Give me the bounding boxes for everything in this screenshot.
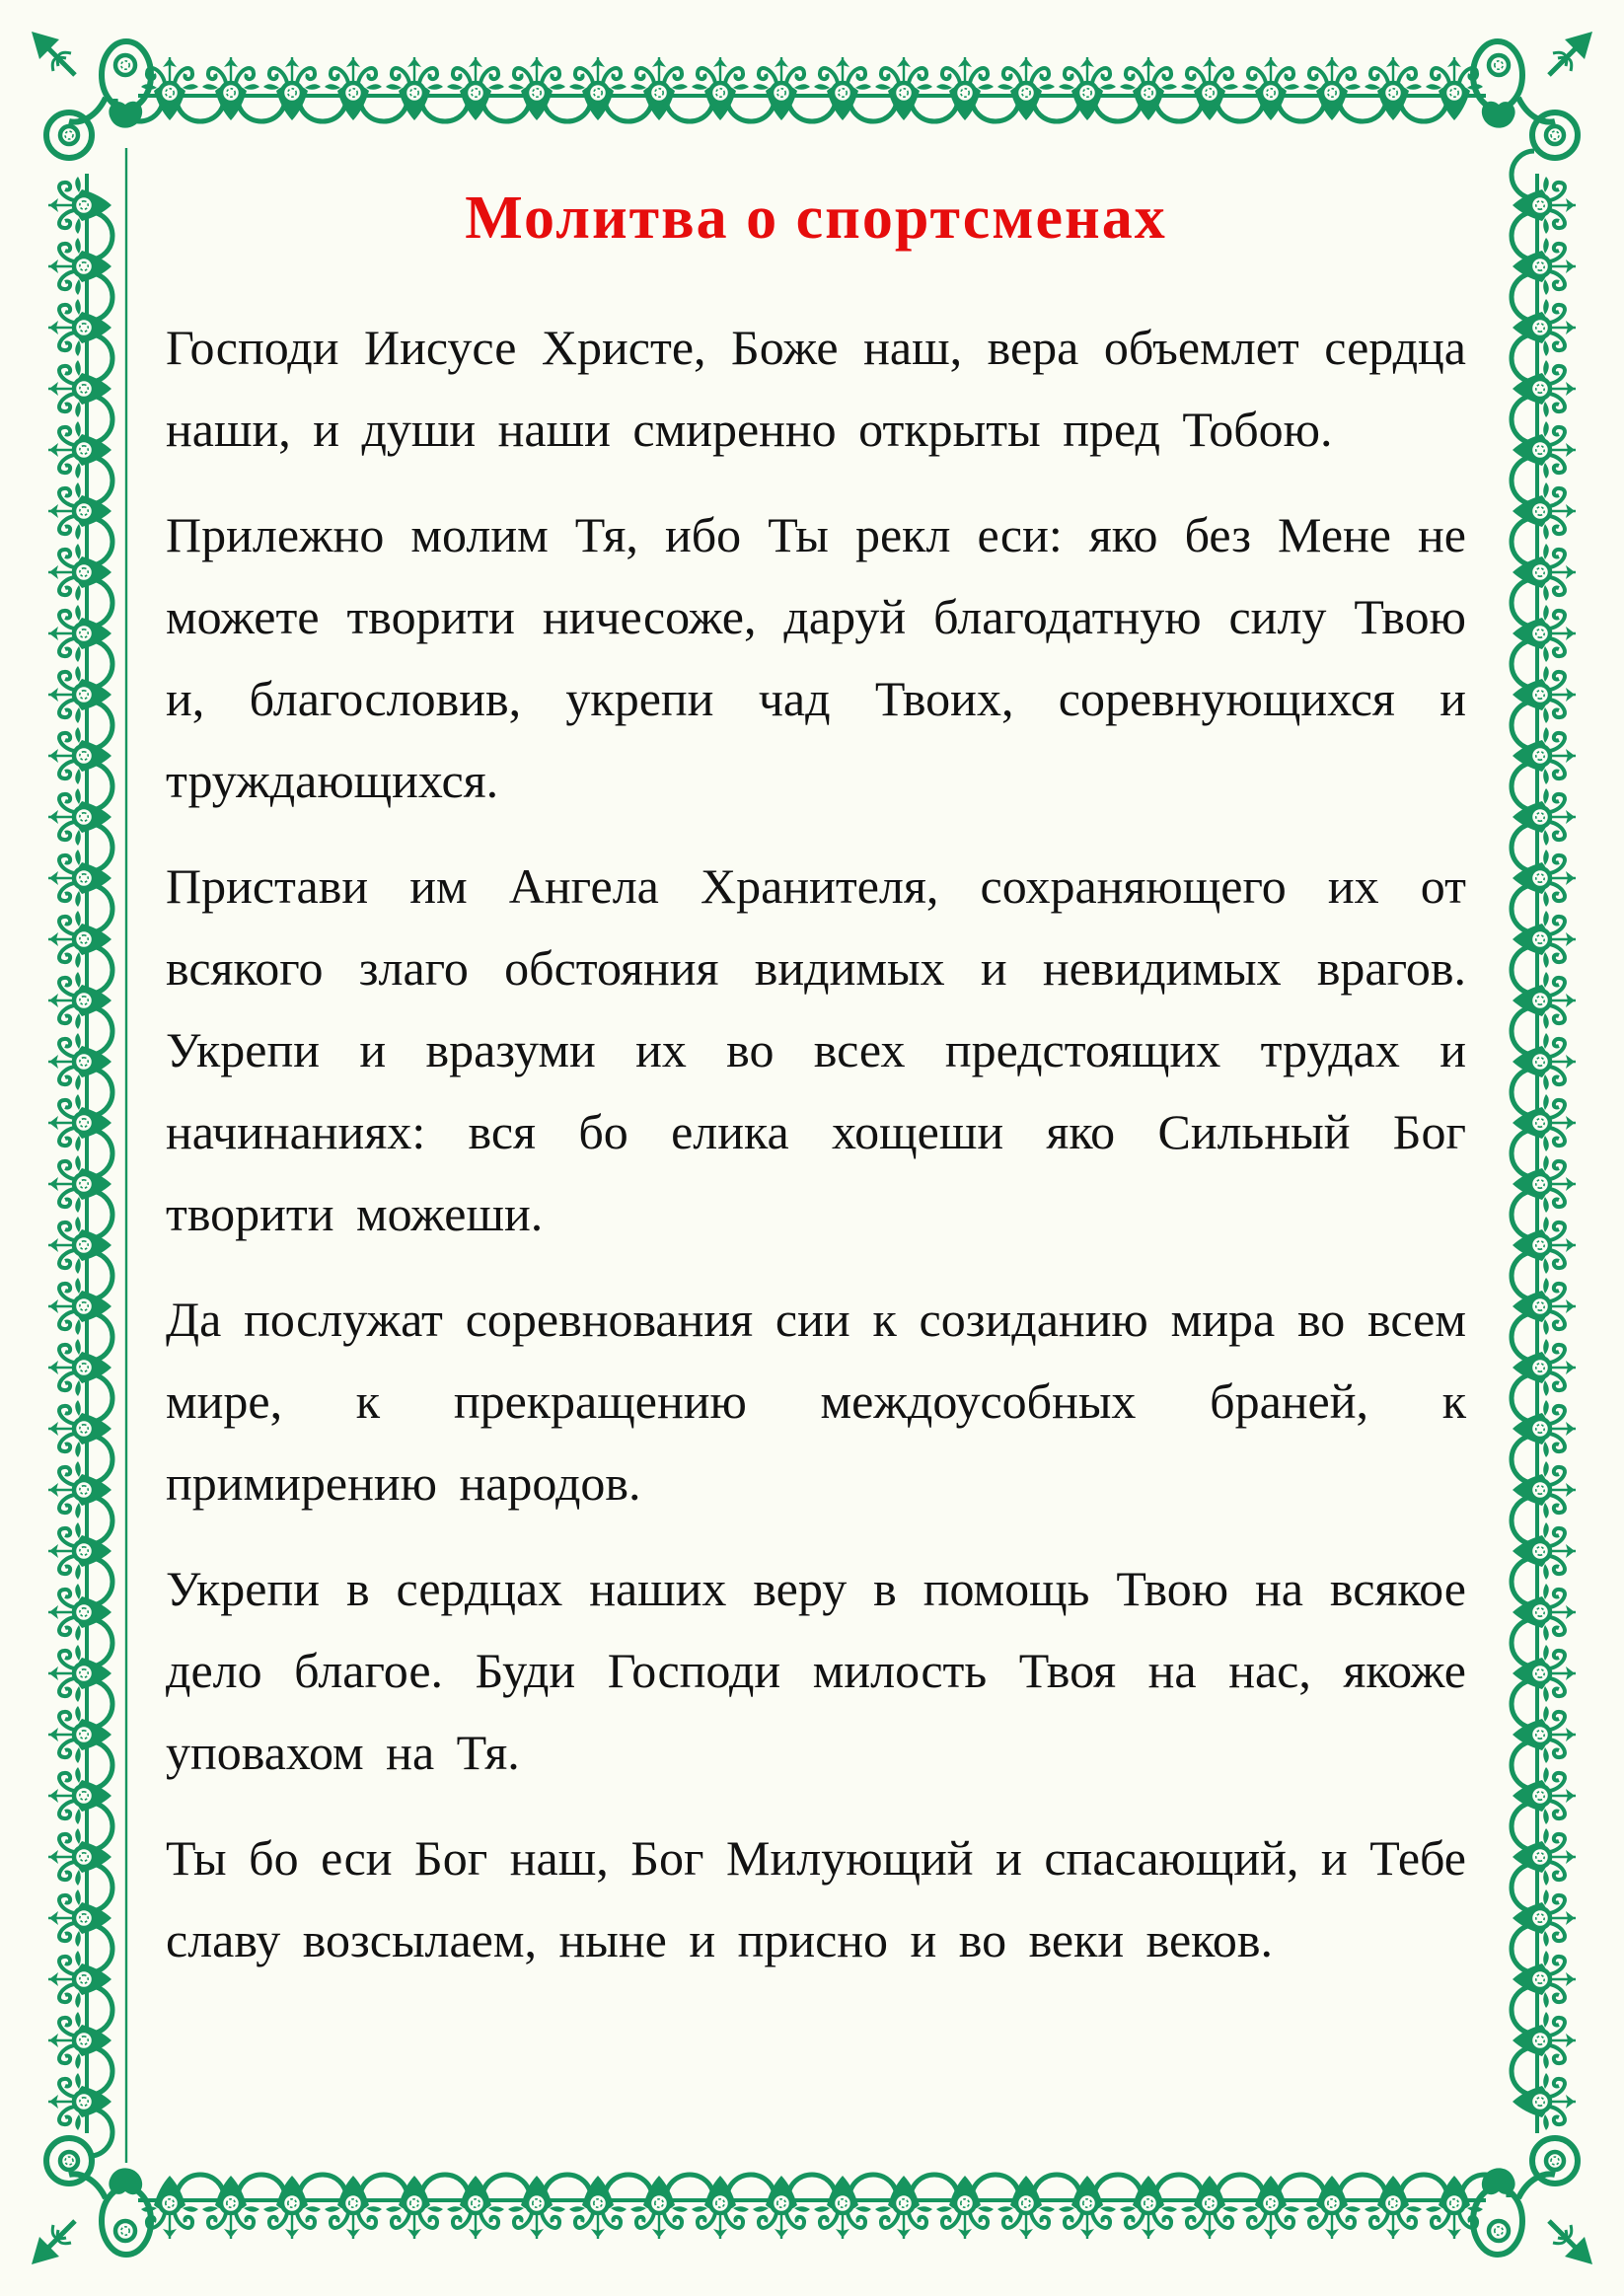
- border-left-column: [48, 174, 112, 2156]
- page-title: Молитва о спортсменах: [465, 185, 1167, 252]
- prayer-paragraph-5: Укрепи в сердцах наших веру в помощь Твою на всякое дело благое. Буди Господи милость Твоя на нас, якоже уповахом на Тя.: [166, 1561, 1466, 1780]
- corner-flourish-top-right: [1473, 32, 1592, 158]
- border-bottom-row: [138, 2175, 1509, 2239]
- prayer-paragraph-2: Прилежно молим Тя, ибо Ты рекл еси: яко без Мене не можете творити ничесоже, даруй благодатную силу Твою и, благословив, укрепи чад Твоих, соревнующихся и труждающихся.: [166, 507, 1466, 808]
- prayer-paragraph-4: Да послужат соревнования сии к созиданию мира во всем мире, к прекращению междоусобных браней, к примирению народов.: [166, 1292, 1466, 1511]
- prayer-paragraph-3: Пристави им Ангела Хранителя, сохраняющего их от всякого злаго обстояния видимых и невидимых врагов. Укрепи и вразуми их во всех предстоящих трудах и начинаниях: вся бо елика хощеши яко Сильный Бог творити можеши.: [166, 858, 1466, 1241]
- prayer-content: [166, 146, 1466, 2148]
- corner-flourish-bottom-right: [1473, 2138, 1592, 2264]
- border-top-row: [115, 57, 1486, 121]
- prayer-paragraph-6: Ты бо еси Бог наш, Бог Милующий и спасающий, и Тебе славу возсылаем, ныне и присно и во веки веков.: [166, 1830, 1466, 1967]
- corner-flourish-bottom-left: [32, 2138, 151, 2264]
- corner-flourish-top-left: [32, 32, 151, 158]
- border-right-column: [1512, 151, 1576, 2133]
- prayer-paragraph-1: Господи Иисусе Христе, Боже наш, вера объемлет сердца наши, и души наши смиренно открыты пред Тобою.: [166, 320, 1466, 457]
